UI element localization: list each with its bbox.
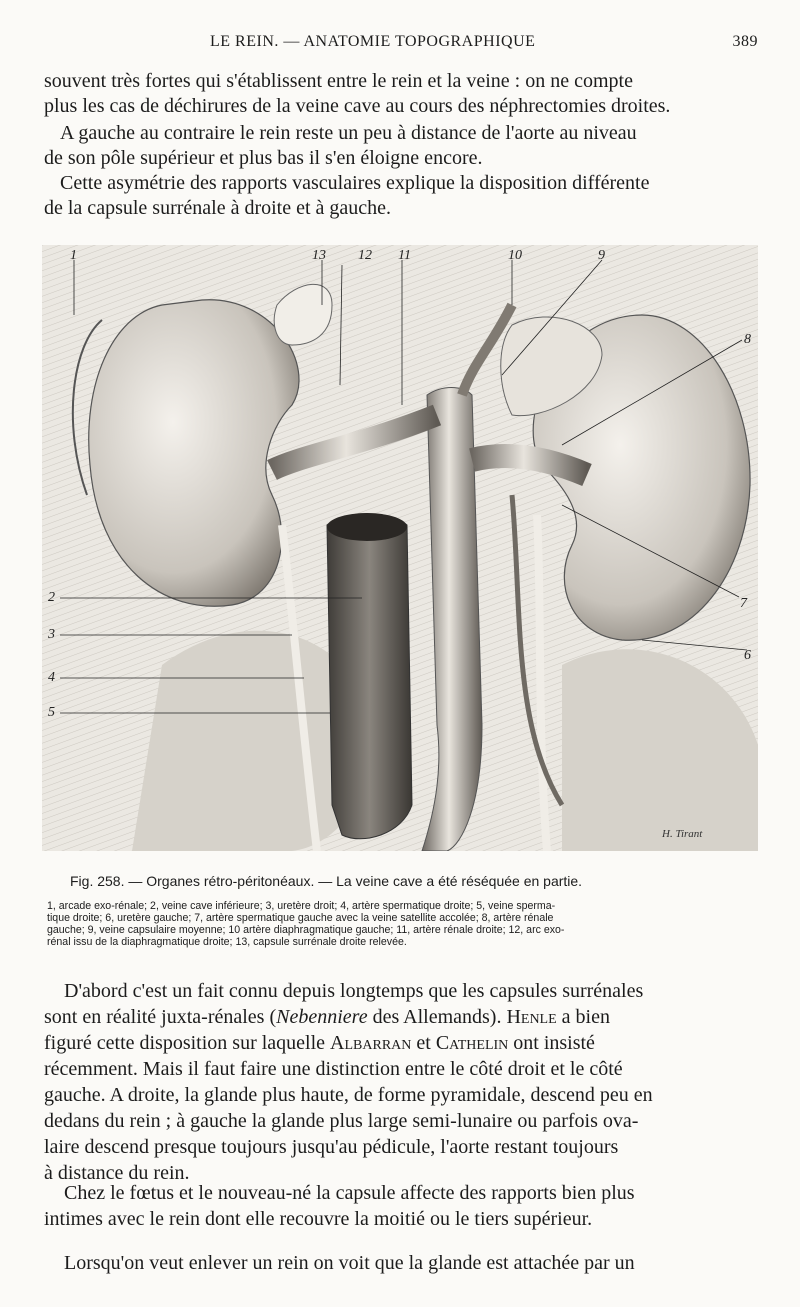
author-name: Henle <box>506 1006 557 1028</box>
paragraph-intro-1 <box>44 69 756 119</box>
paragraph-intro-2 <box>44 121 756 171</box>
text-line: plus les cas de déchirures de la veine cave au cours des néphrectomies droites. <box>44 95 671 117</box>
text-line: Chez le fœtus et le nouveau-né la capsule affecte des rapports bien plus <box>64 1182 635 1204</box>
paragraph-body-3 <box>44 1250 756 1276</box>
paragraph-intro-3 <box>44 171 756 221</box>
text-line: à distance du rein. <box>44 1162 190 1184</box>
running-title: LE REIN. — ANATOMIE TOPOGRAPHIQUE <box>210 33 536 50</box>
figure-caption: Fig. 258. — Organes rétro-péritonéaux. — La veine cave a été réséquée en partie. <box>70 873 583 889</box>
figure-label-10: 10 <box>508 248 522 263</box>
text-line: gauche. A droite, la glande plus haute, de forme pyramidale, descend peu en <box>44 1084 653 1106</box>
paragraph-body-1 <box>44 978 756 1186</box>
running-head <box>40 33 768 55</box>
paragraph-body-2 <box>44 1180 756 1232</box>
text-line: dedans du rein ; à gauche la glande plus large semi-lunaire ou parfois ova- <box>44 1110 639 1132</box>
figure-label-2: 2 <box>48 590 55 605</box>
retroperitoneal-illustration <box>42 245 758 851</box>
italic-term: Nebenniere <box>276 1006 368 1028</box>
text-line: intimes avec le rein dont elle recouvre la moitié ou le tiers supérieur. <box>44 1208 593 1230</box>
legend-line: 1, arcade exo-rénale; 2, veine cave inférieure; 3, uretère droit; 4, artère spermatique droite; 5, veine sperma- <box>47 900 556 912</box>
vena-cava-section <box>327 513 407 541</box>
text-line: Lorsqu'on veut enlever un rein on voit que la glande est attachée par un <box>64 1252 635 1274</box>
legend-line: gauche; 9, veine capsulaire moyenne; 10 artère diaphragmatique gauche; 11, artère rénale droite; 12, arc exo- <box>47 924 565 936</box>
figure-label-1: 1 <box>70 248 77 263</box>
figure-legend <box>47 900 759 948</box>
text-line: A gauche au contraire le rein reste un peu à distance de l'aorte au niveau <box>60 122 637 144</box>
figure-label-7: 7 <box>740 596 747 611</box>
author-name: Albarran <box>330 1032 412 1054</box>
text-line: de son pôle supérieur et plus bas il s'en éloigne encore. <box>44 147 483 169</box>
figure-label-8: 8 <box>744 332 751 347</box>
text-line: souvent très fortes qui s'établissent entre le rein et la veine : on ne compte <box>44 70 633 92</box>
figure-label-5: 5 <box>48 705 55 720</box>
figure-label-4: 4 <box>48 670 55 685</box>
artist-signature: H. Tirant <box>662 828 703 840</box>
text-line: figuré cette disposition sur laquelle Albarran et Cathelin ont insisté <box>44 1032 595 1054</box>
text-line: de la capsule surrénale à droite et à gauche. <box>44 197 392 219</box>
page-number: 389 <box>732 33 758 50</box>
figure-label-3: 3 <box>48 627 55 642</box>
text-line: Cette asymétrie des rapports vasculaires explique la disposition différente <box>60 172 650 194</box>
legend-line: tique droite; 6, uretère gauche; 7, artère spermatique gauche avec la veine satellite accolée; 8, artère rénale <box>47 912 554 924</box>
anatomical-figure <box>42 245 758 851</box>
figure-label-6: 6 <box>744 648 751 663</box>
text-line: récemment. Mais il faut faire une distinction entre le côté droit et le côté <box>44 1058 623 1080</box>
text-line: sont en réalité juxta-rénales (Nebenniere des Allemands). Henle a bien <box>44 1006 610 1028</box>
figure-label-13: 13 <box>312 248 326 263</box>
legend-line: rénal issu de la diaphragmatique droite; 13, capsule surrénale droite relevée. <box>47 936 407 948</box>
figure-label-9: 9 <box>598 248 605 263</box>
figure-label-12: 12 <box>358 248 372 263</box>
author-name: Cathelin <box>435 1032 509 1054</box>
text-line: D'abord c'est un fait connu depuis longtemps que les capsules surrénales <box>64 980 644 1002</box>
text-line: laire descend presque toujours jusqu'au pédicule, l'aorte restant toujours <box>44 1136 619 1158</box>
inferior-vena-cava <box>327 514 412 839</box>
figure-label-11: 11 <box>398 248 411 263</box>
